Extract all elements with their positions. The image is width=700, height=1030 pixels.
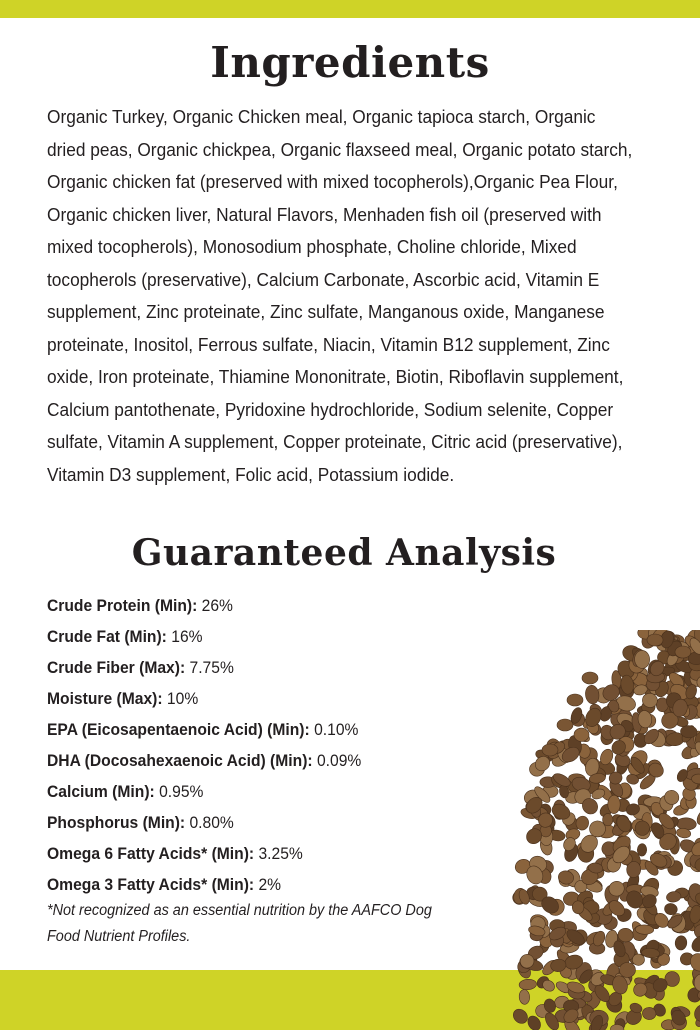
analysis-value: 16% xyxy=(166,627,203,646)
analysis-row xyxy=(47,683,470,714)
footnote-line: Food Nutrient Profiles. xyxy=(47,928,191,945)
analysis-label: Omega 3 Fatty Acids* (Min): xyxy=(47,875,255,894)
ingredients-line: Organic chicken fat (preserved with mixed tocopherols),Organic Pea Flour, xyxy=(47,171,618,192)
analysis-label: Moisture (Max): xyxy=(47,689,163,708)
analysis-value: 3.25% xyxy=(254,844,303,863)
analysis-row xyxy=(47,714,470,745)
ingredients-line: proteinate, Inositol, Ferrous sulfate, Niacin, Vitamin B12 supplement, Zinc xyxy=(47,333,610,355)
ingredients-line: Organic Turkey, Organic Chicken meal, Organic tapioca starch, Organic xyxy=(47,106,596,127)
analysis-row xyxy=(47,776,470,807)
ingredients-line: Organic chicken liver, Natural Flavors, Menhaden fish oil (preserved with xyxy=(47,203,602,225)
analysis-label: Calcium (Min): xyxy=(47,782,155,801)
aafco-footnote xyxy=(47,898,484,950)
analysis-row xyxy=(47,838,470,869)
analysis-value: 2% xyxy=(254,875,282,894)
analysis-value: 10% xyxy=(162,689,199,708)
ingredients-line: Vitamin D3 supplement, Folic acid, Potassium iodide. xyxy=(47,463,455,485)
ingredients-line: sulfate, Vitamin A supplement, Copper proteinate, Citric acid (preservative), xyxy=(47,431,623,452)
dog-food-kibble-image xyxy=(505,630,700,1030)
ingredients-text xyxy=(47,101,667,491)
guaranteed-analysis-heading: Guaranteed Analysis xyxy=(131,532,557,574)
analysis-label: Crude Fat (Min): xyxy=(47,627,167,646)
ingredients-line: tocopherols (preservative), Calcium Carbonate, Ascorbic acid, Vitamin E xyxy=(47,268,600,290)
ingredients-heading: Ingredients xyxy=(210,38,490,87)
analysis-label: Phosphorus (Min): xyxy=(47,813,186,832)
analysis-label: Crude Fiber (Max): xyxy=(47,658,186,677)
analysis-row xyxy=(47,869,470,900)
analysis-row xyxy=(47,652,470,683)
analysis-label: Crude Protein (Min): xyxy=(47,596,198,615)
analysis-value: 0.95% xyxy=(154,782,204,801)
analysis-value: 0.10% xyxy=(309,720,359,739)
analysis-row xyxy=(47,745,470,776)
analysis-row xyxy=(47,807,470,838)
ingredients-line: mixed tocopherols), Monosodium phosphate, Choline chloride, Mixed xyxy=(47,236,577,257)
analysis-value: 0.80% xyxy=(185,813,234,832)
analysis-label: Omega 6 Fatty Acids* (Min): xyxy=(47,844,255,863)
analysis-row xyxy=(47,590,470,621)
analysis-value: 7.75% xyxy=(185,658,234,677)
guaranteed-analysis-list xyxy=(47,590,507,900)
analysis-label: DHA (Docosahexaenoic Acid) (Min): xyxy=(47,751,313,770)
top-color-band xyxy=(0,0,700,18)
footnote-line: *Not recognized as an essential nutrition by the AAFCO Dog xyxy=(47,902,432,919)
ingredients-line: oxide, Iron proteinate, Thiamine Mononitrate, Biotin, Riboflavin supplement, xyxy=(47,366,624,387)
ingredients-line: Calcium pantothenate, Pyridoxine hydrochloride, Sodium selenite, Copper xyxy=(47,398,614,420)
ingredients-line: supplement, Zinc proteinate, Zinc sulfate, Manganous oxide, Manganese xyxy=(47,301,605,322)
analysis-row xyxy=(47,621,470,652)
analysis-value: 0.09% xyxy=(312,751,362,770)
analysis-value: 26% xyxy=(197,596,233,615)
analysis-label: EPA (Eicosapentaenoic Acid) (Min): xyxy=(47,720,310,739)
ingredients-line: dried peas, Organic chickpea, Organic flaxseed meal, Organic potato starch, xyxy=(47,138,633,160)
